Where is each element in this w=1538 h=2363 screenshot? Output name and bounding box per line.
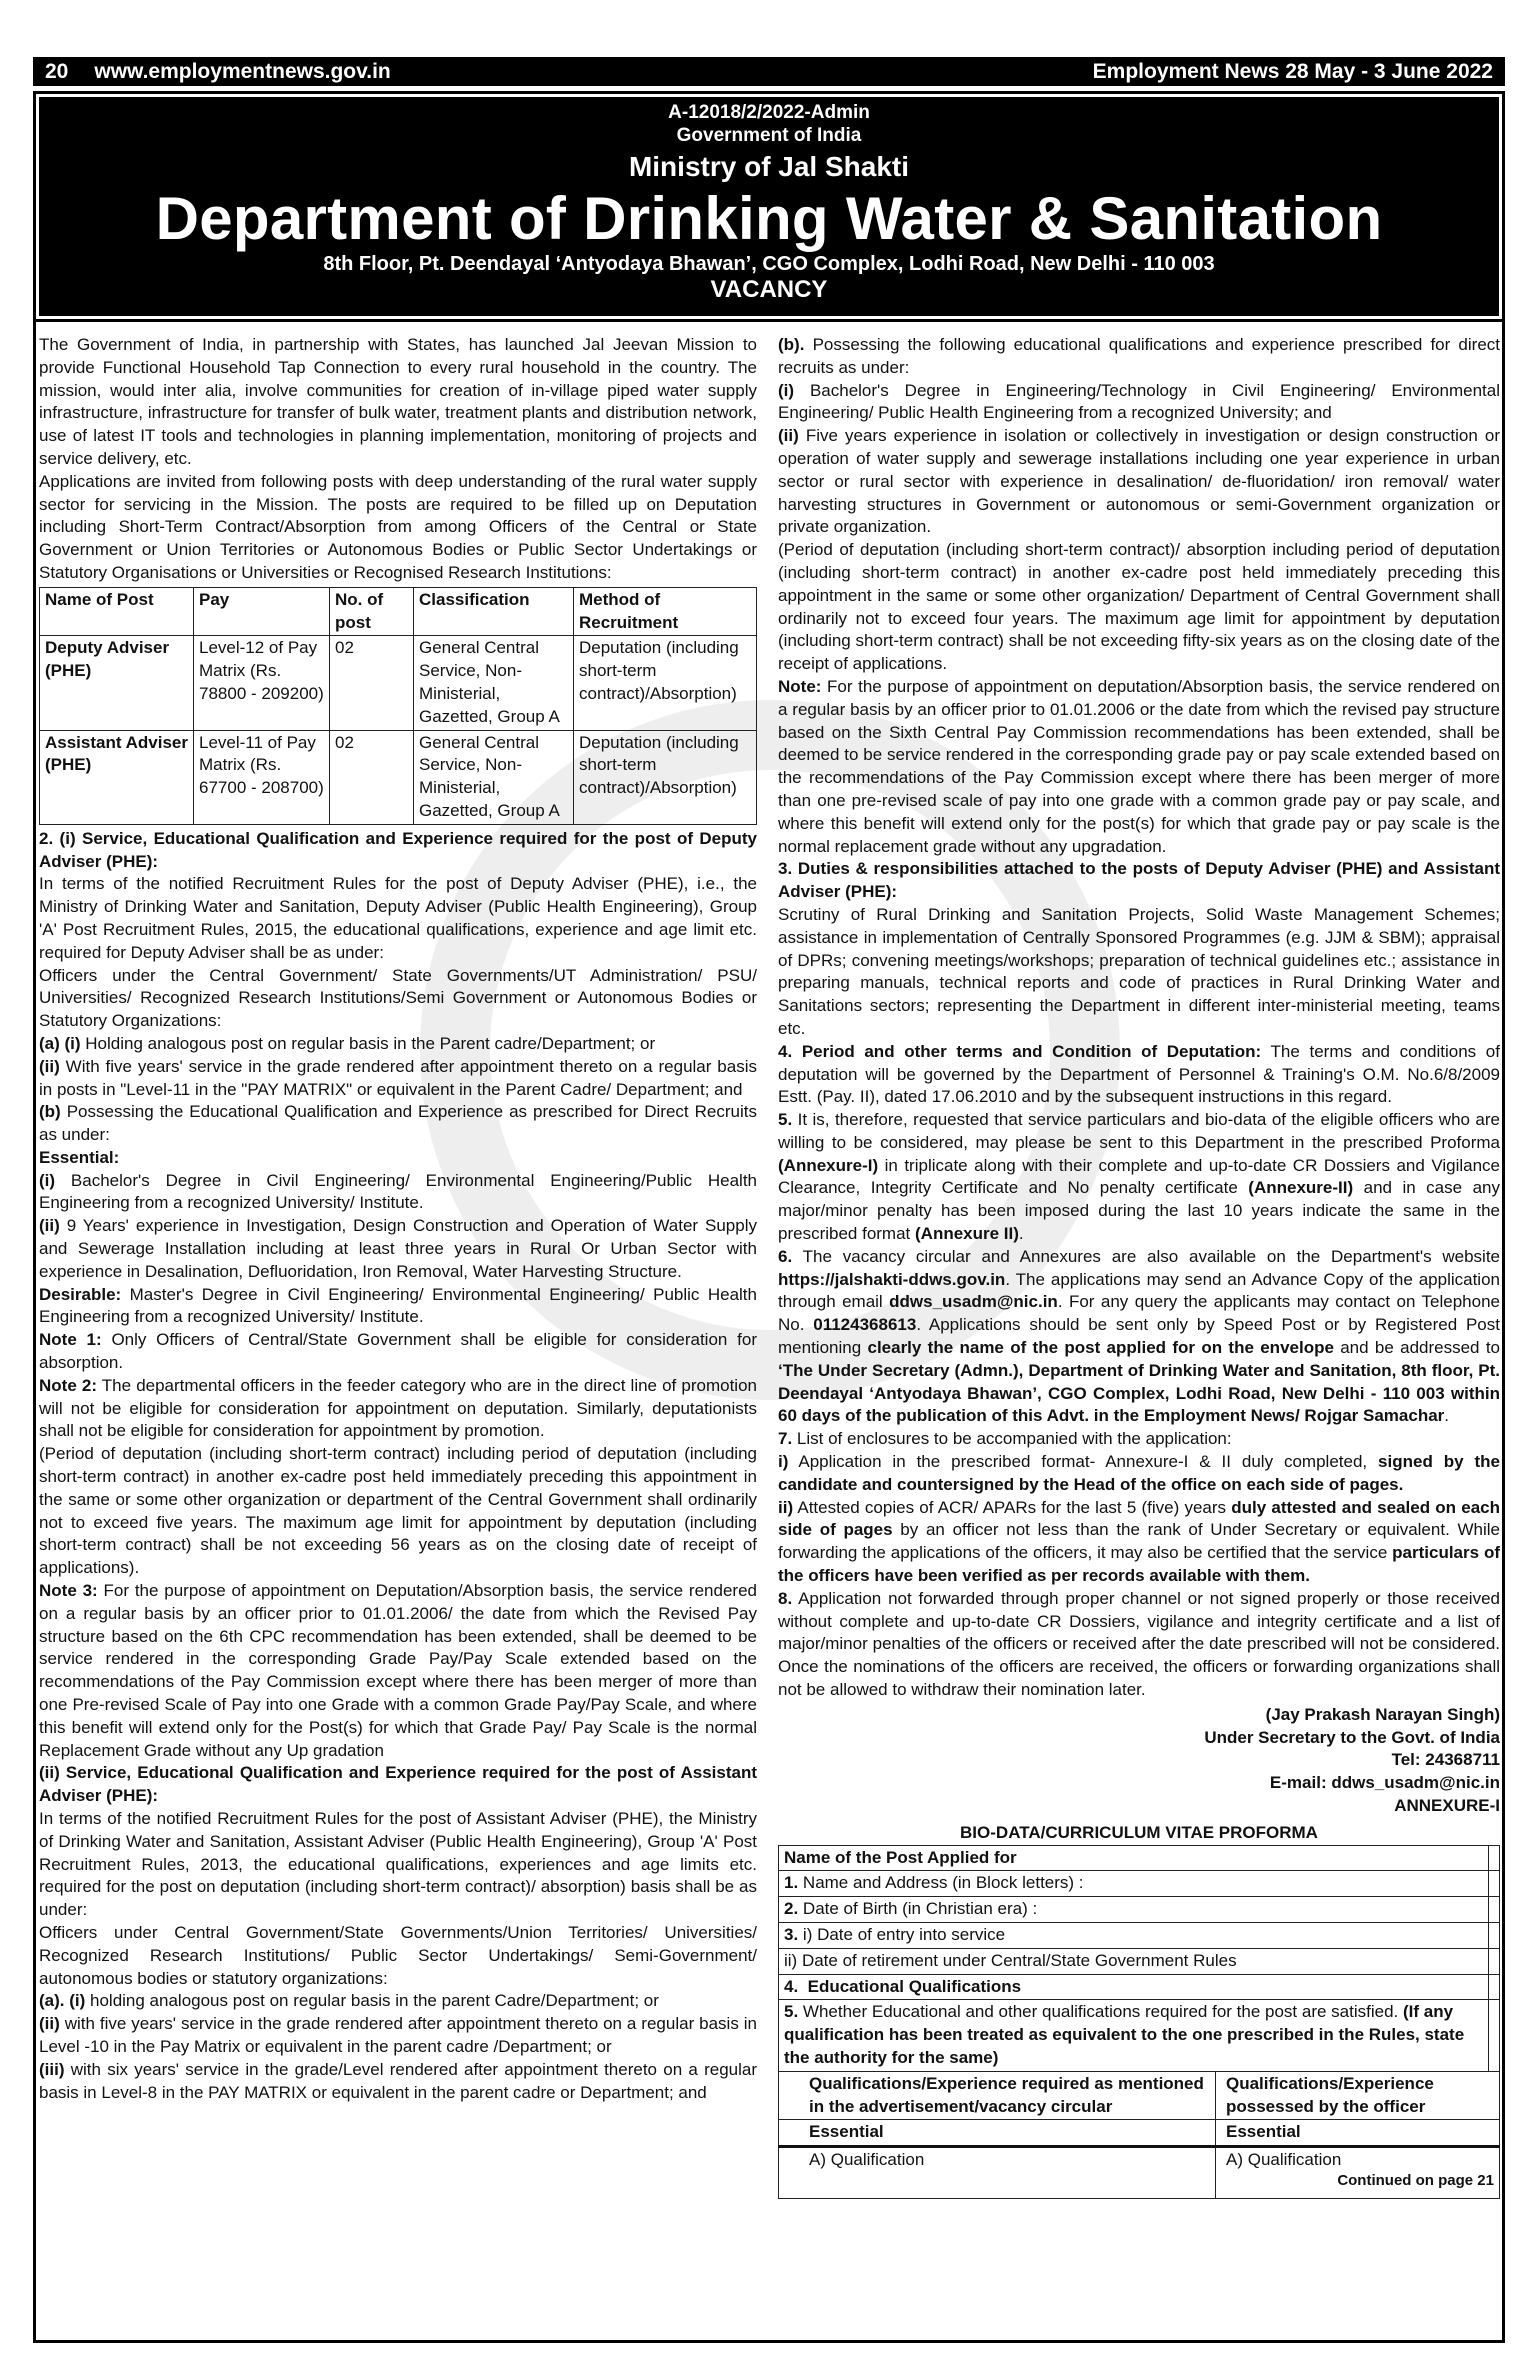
education-label: 4. Educational Qualifications xyxy=(779,1974,1489,2000)
paragraph-text: Bachelor's Degree in Engineering/Technology in Civil Engineering/ Environmental Engineering/ Public Health Engineering from a recognized University; and xyxy=(778,380,1500,423)
paragraph-text: by an officer not less than the rank of Under Secretary or equivalent. While forwarding the applications of the officers, it may also be certified that the service xyxy=(778,1520,1501,1563)
post-applied-label: Name of the Post Applied for xyxy=(779,1845,1489,1871)
post-pay: Level-11 of Pay Matrix (Rs. 67700 - 208700) xyxy=(194,730,330,824)
blank-cell[interactable] xyxy=(1489,1845,1500,1871)
bold-text: clearly the name of the post applied for on the envelope xyxy=(867,1338,1334,1358)
signatory-designation: Under Secretary to the Govt. of India xyxy=(1204,1727,1500,1747)
requirements-paragraph xyxy=(39,1170,757,1216)
blank-cell[interactable] xyxy=(1489,2000,1500,2071)
table-row xyxy=(779,2071,1500,2120)
post-classification: General Central Service, Non-Ministerial, Gazetted, Group A xyxy=(414,730,574,824)
intro-paragraph xyxy=(39,334,757,471)
paragraph-text: with six years' service in the grade/Level rendered after appointment thereto on a regular basis in Level-8 in the PAY MATRIX or equivalent in the parent cadre or Department; and xyxy=(39,2059,757,2102)
bold-text: (i) xyxy=(39,1170,56,1190)
requirements-paragraph xyxy=(39,1215,757,1283)
paragraph-text: Master's Degree in Civil Engineering/ Environmental Engineering/ Public Health Engineering from a recognized University/ Institute. xyxy=(39,1284,757,1327)
requirements-paragraph xyxy=(39,1033,757,1056)
signatory-email: E-mail: ddws_usadm@nic.in xyxy=(1269,1773,1500,1793)
bold-text: ddws_usadm@nic.in xyxy=(889,1292,1058,1312)
paragraph-text: Holding analogous post on regular basis in the Parent cadre/Department; or xyxy=(80,1033,656,1053)
paragraph-text: The vacancy circular and Annexures are also available on the Department's website xyxy=(792,1246,1500,1266)
paragraph-text: . The applications may send an Advance Copy of the application through email xyxy=(778,1269,1500,1312)
terms-paragraph xyxy=(778,1588,1500,1702)
paragraph-text: 9 Years' experience in Investigation, Design Construction and Operation of Water Supply and Sewerage Installation including at least three years in Rural Or Urban Sector with experience in Desalination, Defluoridation, Iron Removal, Water Harvesting Structure. xyxy=(39,1216,757,1281)
requirements-paragraph xyxy=(39,1375,757,1443)
possessed-qualifications-header: Qualifications/Experience possessed by the officer xyxy=(1216,2071,1500,2120)
terms-paragraph xyxy=(778,1109,1500,1246)
bold-text: (ii) xyxy=(39,1216,60,1236)
terms-paragraph xyxy=(778,539,1500,676)
paragraph-text: Scrutiny of Rural Drinking and Sanitation Projects, Solid Waste Management Schemes; assistance in implementation of Centrally Sponsored Programmes (e.g. JJM & SBM); appraisal of DPRs; convening meetings/workshops; preparation of technical guidelines etc.; assistance in preparing manuals, technical reports and code of practices in Rural Drinking Water and Sanitations sectors; representing the Department in different inter-ministerial meeting, teams etc. xyxy=(778,904,1500,1038)
bold-text: 6. xyxy=(778,1246,793,1266)
post-name: Assistant Adviser (PHE) xyxy=(40,730,194,824)
requirements-paragraph xyxy=(39,1990,757,2013)
post-pay: Level-12 of Pay Matrix (Rs. 78800 - 209200) xyxy=(194,636,330,730)
entry-date-label: i) Date of entry into service xyxy=(798,1924,1006,1944)
table-row xyxy=(779,2120,1500,2147)
bold-text: (ii) Service, Educational Qualification and Experience required for the post of Assistant Adviser (PHE): xyxy=(39,1763,757,1806)
paragraph-text: List of enclosures to be accompanied with the application: xyxy=(792,1429,1232,1449)
paragraph-text: . For any query the applicants may contact on Telephone No. xyxy=(778,1292,1500,1335)
col-header: No. of post xyxy=(330,587,414,636)
bold-text: (b). xyxy=(778,335,805,354)
left-column xyxy=(39,334,757,2104)
table-row xyxy=(40,730,757,824)
table-row xyxy=(779,1974,1500,2000)
table-row xyxy=(779,1871,1500,1897)
bold-text: (ii) xyxy=(39,1056,60,1076)
post-method: Deputation (including short-term contract)/Absorption) xyxy=(574,730,757,824)
terms-paragraph xyxy=(778,425,1500,539)
blank-cell[interactable] xyxy=(1489,1871,1500,1897)
item-number: 1. xyxy=(784,1873,799,1893)
bold-text: (b) xyxy=(39,1102,61,1122)
paragraph-text: . xyxy=(1018,1224,1024,1244)
intro-section xyxy=(39,334,757,585)
bold-text: signed by the candidate and countersigned by the Head of the office on each side of pages. xyxy=(778,1452,1500,1494)
qualification-check-label: Whether Educational and other qualifications required for the post are satisfied. xyxy=(798,2002,1403,2022)
paragraph-text: The terms and conditions of deputation will be governed by the Department of Personnel & Training's O.M. No.6/8/2009 Estt. (Pay. II), dated 17.06.2010 and by the subsequent instructions in this regard. xyxy=(778,1041,1500,1107)
biodata-title: BIO-DATA/CURRICULUM VITAE PROFORMA xyxy=(960,1822,1318,1842)
paragraph-text: Officers under the Central Government/ State Governments/UT Administration/ PSU/ Universities/ Recognized Research Institutions/Semi Government or Autonomous Bodies or Statutory Organizations: xyxy=(39,965,757,1031)
continued-note: Continued on page 21 xyxy=(1337,2171,1494,2189)
paragraph-text: and be addressed to xyxy=(1333,1338,1500,1358)
terms-paragraph xyxy=(778,1041,1500,1109)
requirements-paragraph xyxy=(39,1808,757,1922)
terms-paragraph xyxy=(778,380,1500,426)
bold-text: 8. xyxy=(778,1588,793,1608)
post-name: Deputy Adviser (PHE) xyxy=(40,636,194,730)
table-row xyxy=(779,1897,1500,1923)
paragraph-text: For the purpose of appointment on deputation/Absorption basis, the service rendered on a regular basis by an officer prior to 01.01.2006 or the date from which the revised pay structure based on the Sixth Central Pay Commission recommendations has been extended, shall be deemed to be service rendered in the corresponding grade pay or pay scale extended based on the recommendations of the Pay Commission except where there has been merger of more than one pre-revised scale of pay into one grade with a common grade pay or pay scale, and where this benefit will extend only for the post(s) for which that grade pay or pay scale is the normal replacement grade without any upgradation. xyxy=(778,676,1500,856)
paragraph-text: and in case any major/minor penalty has been imposed during the last 10 years indicate the same in the prescribed format xyxy=(778,1178,1500,1244)
bold-text: (i) xyxy=(778,380,795,400)
col-header: Method of Recruitment xyxy=(574,587,757,636)
requirements-paragraph xyxy=(39,1101,757,1147)
paragraph-text: (Period of deputation (including short-term contract) including period of deputation (including short-term contract) in another ex-cadre post held immediately preceding this appointment in the same or some other organization or department of the Central Government shall ordinarily not to exceed five years. The maximum age limit for appointment by deputation (including short-term contract) shall be not exceeding 56 years as on the closing date of receipt of applications). xyxy=(39,1444,757,1578)
paragraph-text: Attested copies of ACR/ APARs for the last 5 (five) years xyxy=(793,1497,1232,1517)
bold-text: (Annexure-II) xyxy=(1248,1178,1354,1198)
paragraph-text: It is, therefore, requested that service particulars and bio-data of the eligible officers who are willing to be considered, may please be sent to this Department in the prescribed Proforma xyxy=(778,1110,1500,1152)
terms-paragraph xyxy=(778,1497,1500,1588)
bold-text: 2. (i) Service, Educational Qualification and Experience required for the post of Deputy Adviser (PHE): xyxy=(39,828,757,871)
requirements-paragraph xyxy=(39,1056,757,1102)
page-header-strip xyxy=(33,57,1505,86)
post-count: 02 xyxy=(330,730,414,824)
vacancy-heading: VACANCY xyxy=(710,276,828,303)
bold-text: (iii) xyxy=(39,2059,65,2079)
terms-paragraph xyxy=(778,334,1500,380)
blank-cell[interactable] xyxy=(1489,1897,1500,1923)
edition-date: Employment News 28 May - 3 June 2022 xyxy=(1092,60,1493,83)
table-row xyxy=(779,1845,1500,1871)
signature-block xyxy=(778,1704,1500,1818)
requirements-paragraph xyxy=(39,1443,757,1580)
requirements-paragraph xyxy=(39,873,757,964)
bold-text: 4. Period and other terms and Condition of Deputation: xyxy=(778,1041,1262,1061)
paragraph-text: The Government of India, in partnership with States, has launched Jal Jeevan Mission to provide Functional Household Tap Connection to every rural household in the country. The mission, would inter alia, involve communities for creation of in-village piped water supply infrastructure, infrastructure for transfer of bulk water, treatment plants and distribution network, use of latest IT tools and technologies in planning implementation, monitoring of projects and service delivery, etc. xyxy=(39,335,757,468)
retirement-date-label: ii) Date of retirement under Central/State Government Rules xyxy=(779,1948,1489,1974)
ministry-name: Ministry of Jal Shakti xyxy=(628,151,910,182)
paragraph-text: With five years' service in the grade rendered after appointment thereto on a regular basis in posts in "Level-11 in the "PAY MATRIX" or equivalent in the Parent Cadre/ Department; and xyxy=(39,1056,757,1099)
name-address-label: Name and Address (in Block letters) : xyxy=(798,1873,1084,1893)
paragraph-text: Possessing the following educational qualifications and experience prescribed for direct recruits as under: xyxy=(778,335,1500,377)
requirements-paragraph xyxy=(39,1580,757,1762)
signatory-phone: Tel: 24368711 xyxy=(1391,1750,1500,1770)
requirements-paragraph xyxy=(39,1762,757,1808)
government-label: Government of India xyxy=(676,125,862,146)
item-number: 3. xyxy=(784,1924,799,1944)
bold-text: (ii) xyxy=(778,426,799,446)
item-number: 2. xyxy=(784,1899,799,1919)
signatory-name: (Jay Prakash Narayan Singh) xyxy=(1265,1704,1500,1724)
bold-text: duly attested and sealed on each side of pages xyxy=(778,1497,1500,1540)
requirements-paragraph xyxy=(39,1329,757,1375)
requirements-section xyxy=(39,828,757,2105)
paragraph-text: . Applications should be sent only by Speed Post or by Registered Post mentioning xyxy=(778,1315,1500,1358)
paragraph-text: The departmental officers in the feeder category who are in the direct line of promotion will not be eligible for consideration for appointment on deputation. Similarly, deputationists shall not be eligible for consideration for appointment by promotion. xyxy=(39,1375,757,1441)
bold-text: (a). (i) xyxy=(39,1991,86,2011)
blank-cell[interactable] xyxy=(1489,1948,1500,1974)
requirements-paragraph xyxy=(39,2059,757,2105)
paragraph-text: Application not forwarded through proper channel or not signed properly or those received without complete and up-to-date CR Dossiers, vigilance and integrity certificate and a list of major/minor penalties of the officers or received after the date prescribed will not be considered. Once the nominations of the officers are received, the officers or forwarding organizations shall not be allowed to withdraw their nomination later. xyxy=(778,1588,1500,1700)
requirements-paragraph xyxy=(39,1147,757,1170)
department-title: Department of Drinking Water & Sanitation xyxy=(155,185,1383,252)
table-row xyxy=(40,636,757,730)
blank-cell[interactable] xyxy=(1489,1922,1500,1948)
paragraph-text: with five years' service in the grade rendered after appointment thereto on a regular basis in Level -10 in the Pay Matrix or equivalent in the parent cadre /Department; or xyxy=(39,2014,757,2056)
table-row xyxy=(779,2000,1500,2071)
paragraph-text: holding analogous post on regular basis in the parent Cadre/Department; or xyxy=(85,1991,659,2011)
terms-paragraph xyxy=(778,904,1500,1041)
terms-paragraph xyxy=(778,1451,1500,1497)
paragraph-text: Application in the prescribed format- Annexure-I & II duly completed, xyxy=(788,1452,1379,1472)
paragraph-text: Five years experience in isolation or collectively in investigation or design construction or operation of water supply and sewerage installations including one year experience in urban sector or rural sector with experience in desalination/ de-fluoridation/ iron removal/ water harvesting structures in Government or autonomous or semi-Government organization or private organization. xyxy=(778,426,1500,537)
website-link[interactable]: www.employmentnews.gov.in xyxy=(94,60,391,83)
requirements-paragraph xyxy=(39,1922,757,1990)
terms-paragraph xyxy=(778,1246,1500,1428)
department-address: 8th Floor, Pt. Deendayal ‘Antyodaya Bhawan’, CGO Complex, Lodhi Road, New Delhi - 110 003 xyxy=(323,253,1215,275)
bold-text: (Annexure II) xyxy=(915,1224,1019,1244)
terms-paragraph xyxy=(778,858,1500,904)
dob-label: Date of Birth (in Christian era) : xyxy=(798,1899,1038,1919)
reference-number: A-12018/2/2022-Admin xyxy=(668,102,870,123)
bold-text: Essential: xyxy=(39,1147,120,1167)
intro-paragraph xyxy=(39,471,757,585)
paragraph-text: Possessing the Educational Qualification and Experience as prescribed for Direct Recruits as under: xyxy=(39,1102,757,1145)
terms-paragraph xyxy=(778,676,1500,858)
bold-text: Note 3: xyxy=(39,1581,98,1601)
table-header-row xyxy=(40,587,757,636)
paragraph-text: . xyxy=(1444,1406,1450,1426)
requirements-paragraph xyxy=(39,2013,757,2059)
paragraph-text: Only Officers of Central/State Government shall be eligible for consideration for absorption. xyxy=(39,1330,757,1373)
paragraph-text: Officers under Central Government/State Governments/Union Territories/ Universities/ Recognized Research Institutions/ Public Sector Undertakings/ Semi-Government/ autonomous bodies or statutory organizations: xyxy=(39,1922,757,1988)
item-number: 5. xyxy=(784,2002,799,2022)
bold-text: Note 2: xyxy=(39,1375,97,1395)
bold-text: Desirable: xyxy=(39,1284,122,1304)
essential-header: Essential xyxy=(779,2120,1216,2147)
blank-cell[interactable] xyxy=(1489,1974,1500,2000)
biodata-table xyxy=(778,1845,1500,2200)
col-header: Pay xyxy=(194,587,330,636)
paragraph-text: (Period of deputation (including short-term contract)/ absorption including period of deputation (including short-term contract) in another ex-cadre post held immediately preceding this appointment in the same or some other organization/ Department of Central Government shall ordinarily not to exceed four years. The maximum age limit for appointment by deputation (including short-term contract) shall be not exceeding fifty-six years as on the closing date of the receipt of applications. xyxy=(778,540,1500,674)
paragraph-text: In terms of the notified Recruitment Rules for the post of Assistant Adviser (PHE), the Ministry of Drinking Water and Sanitation, Assistant Adviser (Public Health Engineering), Group 'A' Post Recruitment Rules, 2013, the educational qualifications, experiences and age limits etc. required for the post on deputation (including short-term contract)/ absorption) basis shall be as under: xyxy=(39,1809,757,1920)
bold-text: ‘The Under Secretary (Admn.), Department of Drinking Water and Sanitation, 8th floor, Pt. Deendayal ‘Antyodaya Bhawan’, CGO Complex, Lodhi Road, New Delhi - 110 003 within 60 days of the publication of this Advt. in the Employment News/ Rojgar Samachar xyxy=(778,1360,1500,1426)
required-qualifications-header: Qualifications/Experience required as mentioned in the advertisement/vacancy circular xyxy=(779,2071,1216,2120)
bold-text: (a) (i) xyxy=(39,1033,81,1053)
bold-text: Note 1: xyxy=(39,1330,102,1350)
bold-text: 3. Duties & responsibilities attached to the posts of Deputy Adviser (PHE) and Assistant Adviser (PHE): xyxy=(778,859,1500,902)
posts-table xyxy=(39,587,757,825)
masthead xyxy=(33,91,1505,322)
post-method: Deputation (including short-term contract)/Absorption) xyxy=(574,636,757,730)
bold-text: (ii) xyxy=(39,2014,60,2034)
requirements-paragraph xyxy=(39,1284,757,1330)
right-column xyxy=(778,334,1500,2199)
requirements-paragraph xyxy=(39,965,757,1033)
post-classification: General Central Service, Non-Ministerial, Gazetted, Group A xyxy=(414,636,574,730)
page-number: 20 xyxy=(45,60,69,83)
bold-text: particulars of the officers have been verified as per records available with them. xyxy=(778,1543,1501,1586)
bold-text: Note: xyxy=(778,676,822,696)
terms-section xyxy=(778,334,1500,1702)
bold-text: (Annexure-I) xyxy=(778,1155,879,1175)
bold-text: ii) xyxy=(778,1497,794,1517)
bold-text: 7. xyxy=(778,1429,793,1449)
bold-text: https://jalshakti-ddws.gov.in xyxy=(778,1269,1006,1289)
annexure-label: ANNEXURE-I xyxy=(1394,1796,1500,1815)
requirements-paragraph xyxy=(39,828,757,874)
paragraph-text: Applications are invited from following posts with deep understanding of the rural water supply sector for servicing in the Mission. The posts are required to be filled up on Deputation including Short-Term Contract/Absorption from among Officers of the Central or State Government or Union Territories or Autonomous Bodies or Public Sector Undertakings or Statutory Organisations or Universities or Recognised Research Institutions: xyxy=(39,471,757,582)
paragraph-text: In terms of the notified Recruitment Rules for the post of Deputy Adviser (PHE), i.e., the Ministry of Drinking Water and Sanitation, Deputy Adviser (Public Health Engineering), Group 'A' Post Recruitment Rules, 2015, the educational qualifications, experience and age limit etc. required for Deputy Adviser shall be as under: xyxy=(39,874,757,962)
essential-header: Essential xyxy=(1216,2120,1500,2147)
table-row xyxy=(779,1922,1500,1948)
paragraph-text: in triplicate along with their complete and up-to-date CR Dossiers and Vigilance Clearance, Integrity Certificate and No penalty certificate xyxy=(778,1155,1500,1198)
bold-text: 5. xyxy=(778,1110,793,1130)
paragraph-text: Bachelor's Degree in Civil Engineering/ Environmental Engineering/Public Health Engineering from a recognized University/ Institute. xyxy=(39,1170,757,1213)
qualification-required: A) Qualification xyxy=(779,2147,1216,2199)
col-header: Name of Post xyxy=(40,587,194,636)
qualification-possessed: A) Qualification xyxy=(1226,2150,1342,2170)
post-count: 02 xyxy=(330,636,414,730)
equivalence-note: (If any qualification has been treated as equivalent to the one prescribed in the Rules, state the authority for the same) xyxy=(784,2002,1465,2067)
col-header: Classification xyxy=(414,587,574,636)
terms-paragraph xyxy=(778,1428,1500,1451)
table-row xyxy=(779,2147,1500,2199)
bold-text: i) xyxy=(778,1452,789,1472)
paragraph-text: For the purpose of appointment on Deputation/Absorption basis, the service rendered on a regular basis by an officer prior to 01.01.2006/ the date from which the Revised Pay structure based on the 6th CPC recommendation has been extended, shall be deemed to be service rendered in the corresponding Grade Pay/Pay Scale extended based on the recommendations of the Pay Commission except where there has been merger of more than one Pre-revised Scale of Pay into one Grade with a common Grade Pay/Pay Scale, and where this benefit will extend only for the Post(s) for which that Grade Pay/ Pay Scale is the normal Replacement Grade without any Up gradation xyxy=(39,1581,757,1760)
bold-text: 01124368613 xyxy=(813,1315,917,1335)
table-row xyxy=(779,1948,1500,1974)
